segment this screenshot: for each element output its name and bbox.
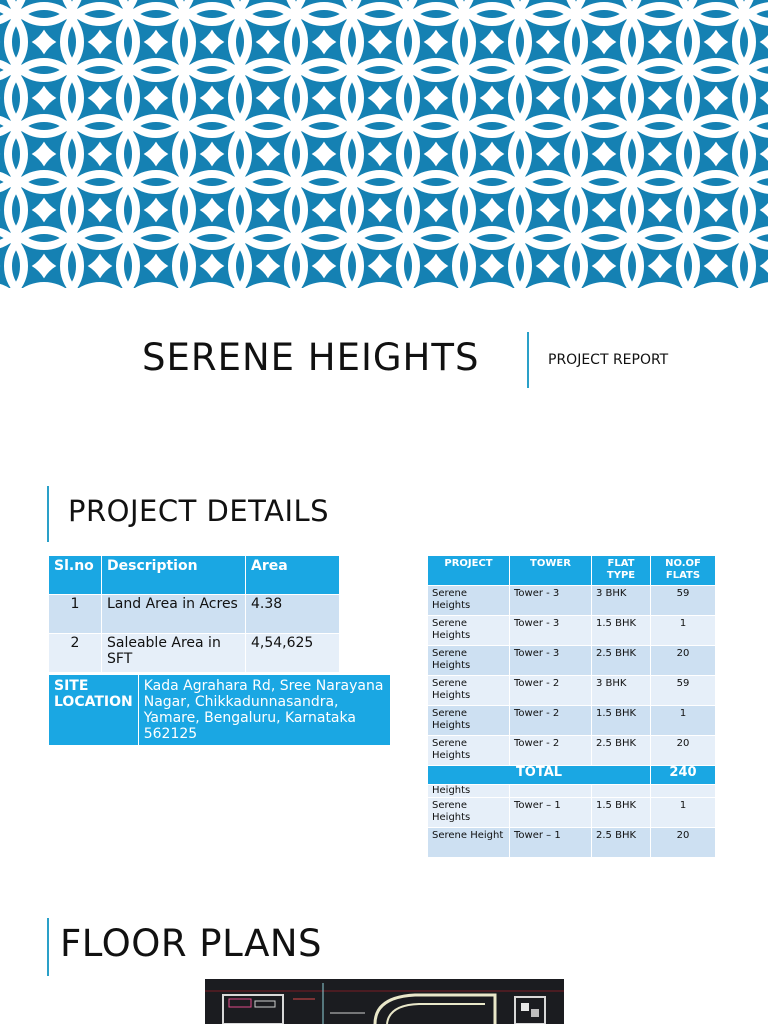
- site-location-row: [49, 675, 391, 746]
- table-row: [428, 616, 716, 646]
- cell-project: Serene Heights: [428, 586, 510, 616]
- cell-project: Heights: [428, 785, 510, 798]
- cell-tower: Tower - 3: [510, 646, 592, 676]
- cell-type: 1.5 BHK: [592, 706, 651, 736]
- cell-description: Saleable Area in SFT: [102, 634, 246, 673]
- cell-tower: Tower - 2: [510, 676, 592, 706]
- section-title-floor-plans: FLOOR PLANS: [60, 922, 323, 965]
- cell-project: Serene Heights: [428, 646, 510, 676]
- cell-count: 1: [651, 798, 716, 828]
- cell-type: 1.5 BHK: [592, 616, 651, 646]
- header-description: Description: [102, 556, 246, 595]
- cell-area: 4,54,625: [246, 634, 340, 673]
- cell-type: 3 BHK: [592, 586, 651, 616]
- cell-tower: Tower – 1: [510, 798, 592, 828]
- table-row: [428, 785, 716, 798]
- cell-count: 20: [651, 646, 716, 676]
- table-row: [428, 586, 716, 616]
- header-area: Area: [246, 556, 340, 595]
- cell-type: 2.5 BHK: [592, 828, 651, 858]
- floor-plan-drawing: [205, 979, 564, 1024]
- cell-count: 1: [651, 616, 716, 646]
- header-slno: Sl.no: [49, 556, 102, 595]
- table-row: [428, 736, 716, 766]
- site-location-value: Kada Agrahara Rd, Sree Narayana Nagar, Chikkadunnasandra, Yamare, Bengaluru, Karnataka 562125: [138, 675, 390, 746]
- header-banner-pattern: [0, 0, 768, 288]
- project-details-table: [48, 555, 340, 673]
- section-accent-bar: [47, 918, 49, 976]
- table-row: [428, 798, 716, 828]
- site-location-label: SITE LOCATION: [49, 675, 139, 746]
- table-row: [428, 706, 716, 736]
- cell-project: Serene Heights: [428, 616, 510, 646]
- table-header-row: [49, 556, 340, 595]
- cell-area: 4.38: [246, 595, 340, 634]
- total-value: 240: [651, 766, 716, 785]
- cell-project: Serene Heights: [428, 676, 510, 706]
- table-row: [428, 828, 716, 858]
- page-subtitle: PROJECT REPORT: [548, 352, 669, 368]
- section-accent-bar: [47, 486, 49, 542]
- floor-plan-image: [205, 979, 564, 1024]
- page-title: SERENE HEIGHTS: [142, 336, 480, 379]
- cell-slno: 1: [49, 595, 102, 634]
- title-block: [0, 288, 768, 428]
- cell-slno: 2: [49, 634, 102, 673]
- cell-tower: Tower – 1: [510, 828, 592, 858]
- cell-tower: Tower - 2: [510, 736, 592, 766]
- title-divider: [527, 332, 529, 388]
- header-no-of-flats: NO.OF FLATS: [651, 556, 716, 586]
- header-tower: TOWER: [510, 556, 592, 586]
- site-location-table: [48, 674, 391, 746]
- cell-tower: Tower - 2: [510, 706, 592, 736]
- cell-project: Serene Heights: [428, 706, 510, 736]
- cell-description: Land Area in Acres: [102, 595, 246, 634]
- section-title-project-details: PROJECT DETAILS: [68, 494, 330, 528]
- total-label: TOTAL: [428, 766, 651, 785]
- flats-table: [427, 555, 716, 858]
- table-row: [49, 595, 340, 634]
- cell-tower: [510, 785, 592, 798]
- cell-project: Serene Height: [428, 828, 510, 858]
- cell-count: 1: [651, 706, 716, 736]
- cell-count: 59: [651, 586, 716, 616]
- cell-count: [651, 785, 716, 798]
- table-row: [428, 646, 716, 676]
- cell-type: 2.5 BHK: [592, 736, 651, 766]
- cell-project: Serene Heights: [428, 798, 510, 828]
- cell-project: Serene Heights: [428, 736, 510, 766]
- table-row: [428, 676, 716, 706]
- cell-tower: Tower - 3: [510, 616, 592, 646]
- cell-count: 59: [651, 676, 716, 706]
- header-flat-type: FLAT TYPE: [592, 556, 651, 586]
- table-row: [49, 634, 340, 673]
- cell-type: 3 BHK: [592, 676, 651, 706]
- cell-tower: Tower - 3: [510, 586, 592, 616]
- cell-type: 2.5 BHK: [592, 646, 651, 676]
- cell-count: 20: [651, 736, 716, 766]
- cell-type: 1.5 BHK: [592, 798, 651, 828]
- flats-header-row: [428, 556, 716, 586]
- cell-count: 20: [651, 828, 716, 858]
- header-project: PROJECT: [428, 556, 510, 586]
- total-row: [428, 766, 716, 785]
- cell-type: [592, 785, 651, 798]
- circle-pattern-graphic: [0, 0, 768, 288]
